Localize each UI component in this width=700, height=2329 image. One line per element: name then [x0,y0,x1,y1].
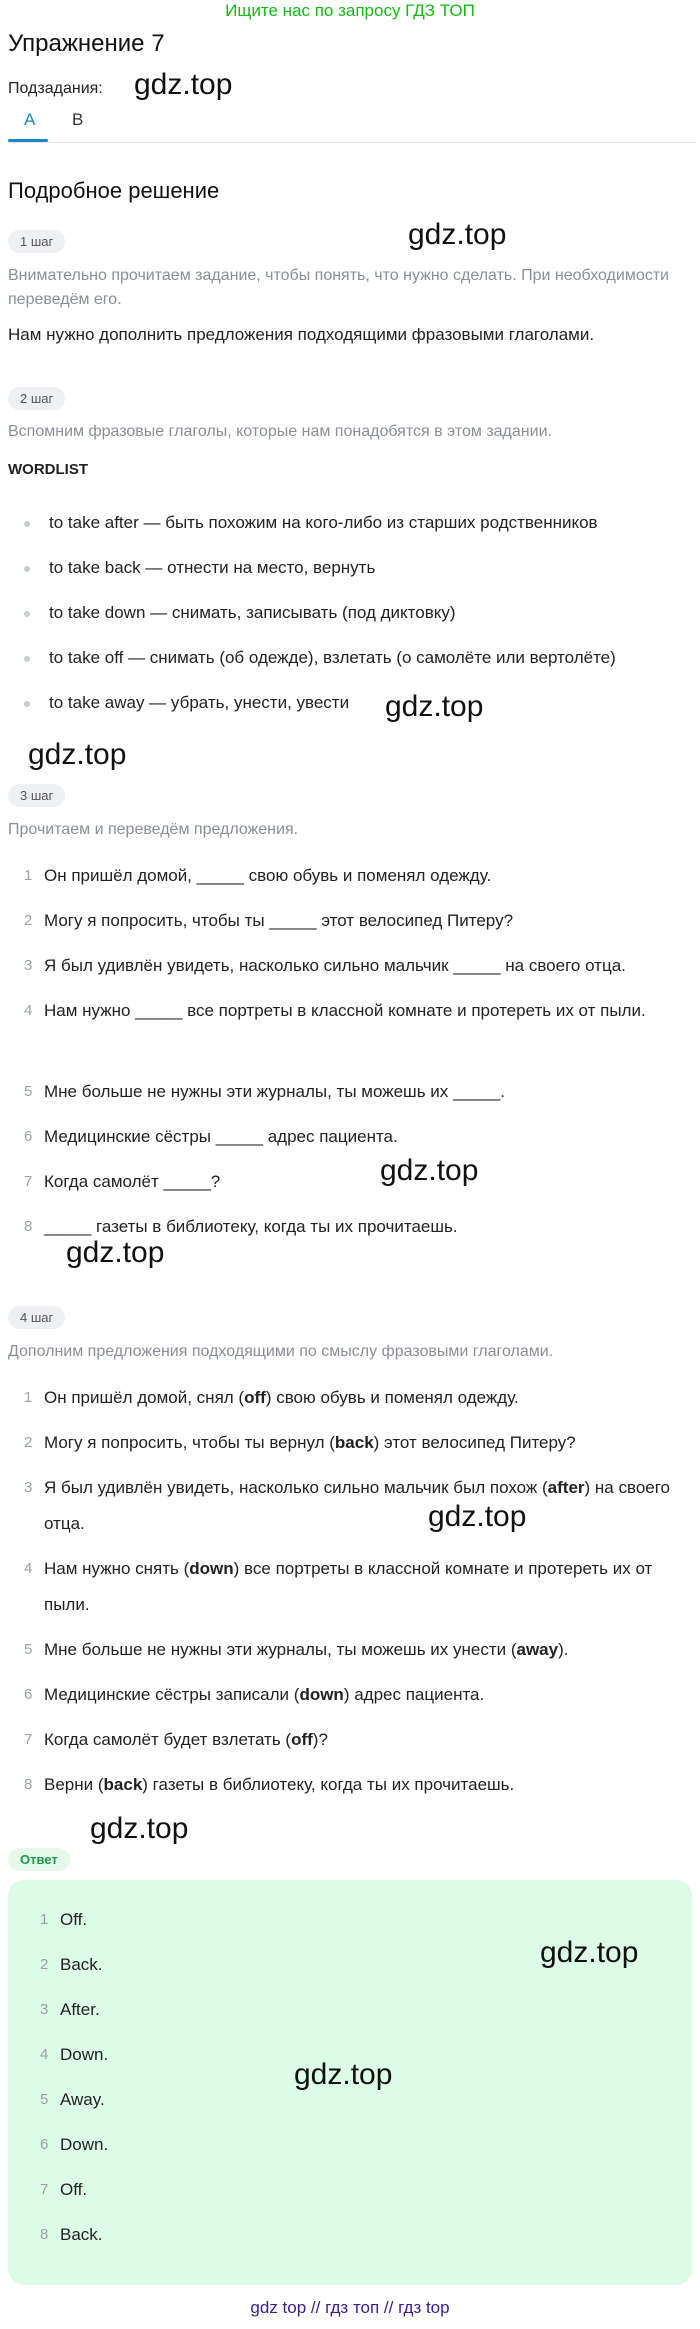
list-item: 3 After. [40,2000,100,2019]
step-3-hint: Прочитаем и переведём предложения. [8,821,299,838]
list-item: 1 Он пришёл домой, _____ свою обувь и поменял одежду. [24,866,492,885]
watermark: gdz.top [428,1500,527,1533]
watermark: gdz.top [90,1812,189,1845]
list-item: 3 Я был удивлён увидеть, насколько сильно мальчик _____ на своего отца. [24,956,626,975]
list-item: 4 Нам нужно снять (down) все портреты в классной комнате и протереть их от пыли. [24,1559,653,1614]
list-item: 4 Нам нужно _____ все портреты в классной комнате и протереть их от пыли. [24,1001,646,1020]
wordlist [8,513,692,738]
watermark: gdz.top [28,738,127,771]
list-item: 2 Могу я попросить, чтобы ты _____ этот велосипед Питеру? [24,911,514,930]
watermark: gdz.top [134,68,233,101]
active-tab-indicator [8,139,48,142]
list-item: 6 Медицинские сёстры _____ адрес пациента. [24,1127,398,1146]
solution-heading: Подробное решение [8,178,220,203]
step-1-badge: 1 шаг [8,230,65,253]
list-item: 8 Back. [40,2225,103,2244]
list-item: to take away — убрать, унести, увести [8,693,692,738]
list-item: 6 Медицинские сёстры записали (down) адрес пациента. [24,1685,485,1704]
wordlist-label: WORDLIST [8,461,88,478]
watermark: gdz.top [408,218,507,251]
list-item: 4 Down. [40,2045,109,2064]
subtask-tabs [8,106,696,143]
subtasks-label: Подзадания: [8,80,103,97]
list-item: 5 Мне больше не нужны эти журналы, ты можешь их _____. [24,1082,505,1101]
watermark: gdz.top [380,1154,479,1187]
tab-a[interactable]: A [24,110,36,129]
list-item: to take back — отнести на место, вернуть [8,558,692,603]
list-item: to take off — снимать (об одежде), взлетать (о самолёте или вертолёте) [8,648,692,693]
list-item: 7 Off. [40,2180,88,2199]
list-item: 2 Могу я попросить, чтобы ты вернул (back) этот велосипед Питеру? [24,1433,576,1452]
list-item: 2 Back. [40,1955,103,1974]
list-item: 8 _____ газеты в библиотеку, когда ты их прочитаешь. [24,1217,458,1236]
search-banner[interactable]: Ищите нас по запросу ГДЗ ТОП [225,1,475,20]
watermark: gdz.top [66,1236,165,1269]
list-item: to take down — снимать, записывать (под диктовку) [8,603,692,648]
list-item: 8 Верни (back) газеты в библиотеку, когда ты их прочитаешь. [24,1775,515,1794]
page-title: Упражнение 7 [8,30,165,57]
step-4-hint: Дополним предложения подходящими по смыслу фразовыми глаголами. [8,1343,554,1360]
watermark: gdz.top [294,2058,393,2091]
watermark: gdz.top [385,690,484,723]
list-item: to take after — быть похожим на кого-либо из старших родственников [8,513,692,558]
list-item: 5 Away. [40,2090,105,2109]
step-1-hint: Внимательно прочитаем задание, чтобы понять, что нужно сделать. При необходимости переведём его. [8,267,669,308]
step-4-badge: 4 шаг [8,1306,65,1329]
list-item: 6 Down. [40,2135,109,2154]
list-item: 5 Мне больше не нужны эти журналы, ты можешь их унести (away). [24,1640,569,1659]
step-2-hint: Вспомним фразовые глаголы, которые нам понадобятся в этом задании. [8,423,552,440]
step-1-text: Нам нужно дополнить предложения подходящими фразовыми глаголами. [8,325,595,344]
watermark: gdz.top [540,1936,639,1969]
answer-box [8,1880,692,2285]
answer-badge: Ответ [8,1848,70,1871]
list-item: 1 Он пришёл домой, снял (off) свою обувь и поменял одежду. [24,1388,519,1407]
list-item: 7 Когда самолёт _____? [24,1172,221,1191]
step-2-badge: 2 шаг [8,387,65,410]
tab-b[interactable]: B [72,110,84,129]
list-item: 1 Off. [40,1910,88,1929]
list-item: 3 Я был удивлён увидеть, насколько сильно мальчик был похож (after) на своего отца. [24,1478,671,1533]
footer-links[interactable]: gdz top // гдз топ // гдз top [250,2298,450,2317]
list-item: 7 Когда самолёт будет взлетать (off)? [24,1730,328,1749]
step-3-badge: 3 шаг [8,784,65,807]
step-3-sentences [8,858,692,1254]
step-4-sentences [8,1380,692,1812]
